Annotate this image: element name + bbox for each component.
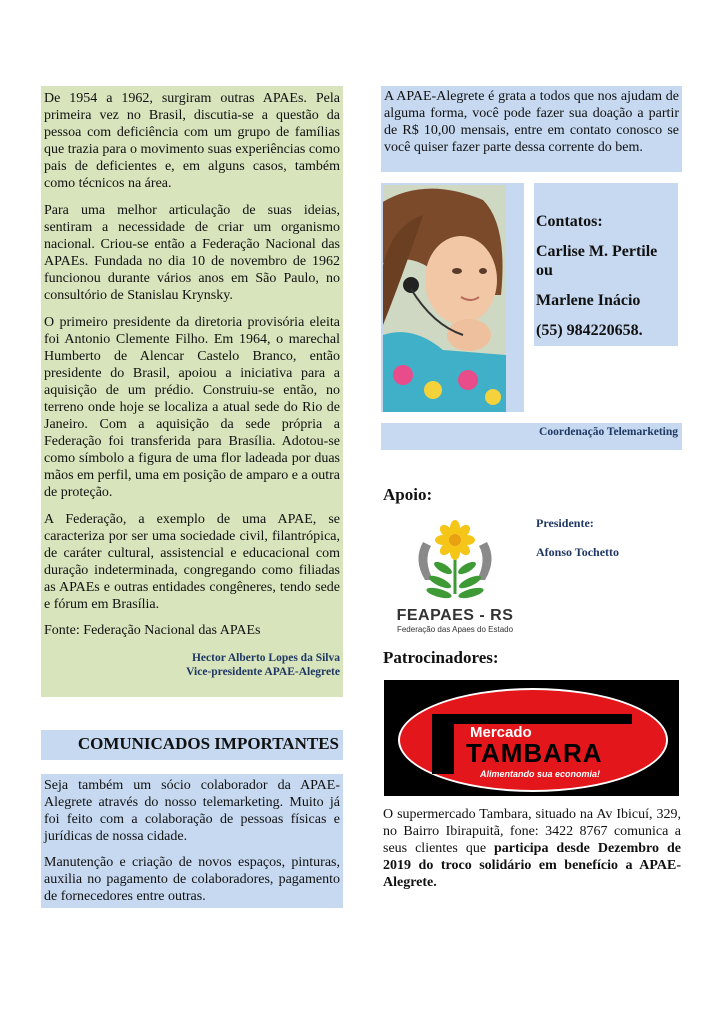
sponsor-text-bold: participa desde Dezembro de 2019 do troco solidário em benefício a APAE-Alegrete. — [383, 841, 681, 890]
coordination-label: Coordenação Telemarketing — [539, 426, 678, 438]
tambara-t-bar — [432, 714, 632, 724]
tambara-logo — [384, 680, 679, 796]
contact-or: ou — [536, 262, 553, 279]
history-paragraph-2: Para uma melhor articulação de suas ideias, sentiram a necessidade de criar um organismo nacional. Criou-se então a Federação Nacional das APAEs. Fundada no dia 10 de novembro de 1962 funcionou durante vários anos em São Paulo, no consultório de Stanislau Krynsky. — [44, 203, 340, 303]
sponsor-text — [383, 806, 681, 891]
contact-phone: (55) 984220658. — [536, 322, 643, 339]
coordination-bar — [381, 423, 682, 450]
history-panel — [41, 86, 343, 697]
comunicados-title-bar — [41, 730, 343, 760]
comunicados-panel — [41, 774, 343, 908]
history-paragraph-3: O primeiro presidente da diretoria provisória eleita foi Antonio Clemente Filho. Em 1964, o marechal Humberto de Alencar Castelo Branco, então presidente do Brasil, apoiou a iniciativa para a aquisição de um prédio. Construiu-se então, no terreno onde hoje se localiza a atual sede do Rio de Janeiro. Com a aquisição da sede própria a Federação foi transferida para Brasília. Adotou-se como símbolo a figura de uma flor ladeada por duas mãos em perfil, uma em posição de amparo e a outra de proteção. — [44, 315, 340, 500]
sponsor-description — [383, 806, 681, 891]
feapaes-name: FEAPAES - RS — [396, 607, 514, 624]
feapaes-flower-icon — [395, 520, 515, 600]
contact-name-2: Marlene Inácio — [536, 292, 641, 309]
tambara-slogan: Alimentando sua economia! — [480, 769, 601, 779]
feapaes-logo — [395, 520, 515, 634]
contact-name-1: Carlise M. Pertile — [536, 243, 658, 260]
comunicados-title: COMUNICADOS IMPORTANTES — [77, 734, 339, 753]
tambara-brand-word: TAMBARA — [466, 738, 603, 768]
signature-name: Hector Alberto Lopes da Silva — [191, 652, 340, 664]
contacts-panel — [534, 183, 678, 346]
child-photo-illustration — [383, 185, 506, 412]
presidente-label: Presidente: — [536, 516, 594, 530]
sponsor-text-normal: O supermercado Tambara, situado na Av Ibicuí, 329, no Bairro Ibirapuitã, fone: 3422 8767 comunica a seus clientes que — [383, 807, 681, 856]
history-paragraph-1: De 1954 a 1962, surgiram outras APAEs. Pela primeira vez no Brasil, discutia-se a questão da pessoa com deficiência com um grupo de famílias que trazia para o movimento suas experiências como pais de deficientes e, em alguns casos, também como técnicos na área. — [44, 91, 340, 191]
patrocinadores-heading — [383, 648, 499, 668]
tambara-mercado-word: Mercado — [470, 724, 532, 741]
comunicados-paragraph-1: Seja também um sócio colaborador da APAE-Alegrete através do nosso telemarketing. Muito já foi feito com a colaboração de pessoas físicas e jurídicas de nossa cidade. — [44, 778, 340, 844]
comunicados-paragraph-2: Manutenção e criação de novos espaços, pinturas, auxilia no pagamento de colaboradores, pagamento de fornecedores entre outras. — [44, 855, 340, 904]
apoio-heading — [383, 485, 432, 505]
presidente-block — [536, 516, 676, 560]
signature-role: Vice-presidente APAE-Alegrete — [186, 666, 340, 678]
presidente-name: Afonso Tochetto — [536, 545, 620, 559]
apoio-title: Apoio: — [383, 485, 433, 504]
donation-intro-panel — [381, 86, 682, 172]
feapaes-subtitle: Federação das Apaes do Estado — [396, 625, 514, 634]
child-photo — [383, 185, 506, 412]
donation-intro-text: A APAE-Alegrete é grata a todos que nos ajudam de alguma forma, você pode fazer sua doação a partir de R$ 10,00 mensais, entre em contato conosco se você quiser fazer parte dessa corrente do bem. — [384, 89, 679, 155]
history-paragraph-4: A Federação, a exemplo de uma APAE, se caracteriza por ser uma sociedade civil, filantrópica, de caráter cultural, assistencial e educacional com duração indeterminada, congregando como filiadas as APAEs e outras entidades congêneres, tendo sede e fórum em Brasília. — [44, 512, 340, 612]
contacts-title: Contatos: — [536, 213, 603, 230]
patrocinadores-title: Patrocinadores: — [383, 648, 499, 667]
source-line: Fonte: Federação Nacional das APAEs — [44, 623, 261, 638]
